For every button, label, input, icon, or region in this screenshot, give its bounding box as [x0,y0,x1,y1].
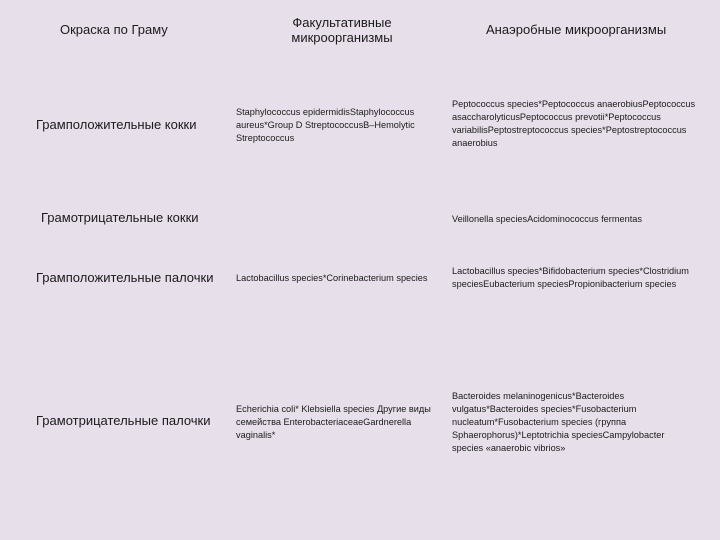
anaerobic-gram-positive-cocci [452,98,718,150]
text-line: Peptococcus species*Peptococcus anaerobiusPeptococcus [452,99,696,109]
anaerobic-gram-negative-rods [452,390,718,455]
row-label-gram-positive-rods: Грамположительные палочки [36,270,214,285]
facultative-gram-negative-rods [236,403,456,442]
header-facultative [280,15,404,45]
text-line: Echerichia coli* Klebsiella species Другие виды [236,404,431,414]
text-line: species «anaerobic vibrios» [452,443,566,453]
anaerobic-gram-positive-rods [452,265,718,291]
text-line: Veillonella speciesAcidominococcus fermentas [452,214,642,224]
text-line: Streptococcus [236,133,295,143]
header-gram-stain: Окраска по Граму [60,22,168,37]
facultative-gram-positive-rods [236,272,450,285]
row-label-gram-positive-cocci: Грамположительные кокки [36,117,197,132]
text-line: Lactobacillus species*Corinebacterium species [236,273,428,283]
text-line: Lactobacillus species*Bifidobacterium species*Clostridium [452,266,689,276]
text-line: aureus*Group D StreptococcusB–Hemolytic [236,120,415,130]
text-line: variabilisPeptostreptococcus species*Peptostreptococcus [452,125,687,135]
header-anaerobic: Анаэробные микроорганизмы [486,22,667,37]
anaerobic-gram-negative-cocci [452,213,718,226]
row-label-gram-negative-cocci: Грамотрицательные кокки [41,210,199,225]
header-facultative-line1: Факультативные [292,15,392,30]
text-line: nucleatum*Fusobacterium species (группа [452,417,627,427]
text-line: speciesEubacterium speciesPropionibacterium species [452,279,677,289]
facultative-gram-positive-cocci [236,106,450,145]
text-line: vulgatus*Bacteroides species*Fusobacterium [452,404,637,414]
text-line: семейства EnterobacteriaceaeGardnerella [236,417,412,427]
text-line: anaerobius [452,138,498,148]
header-facultative-line2: микроорганизмы [291,30,393,45]
text-line: Staphylococcus epidermidisStaphylococcus [236,107,415,117]
text-line: vaginalis* [236,430,276,440]
text-line: Bacteroides melaninogenicus*Bacteroides [452,391,625,401]
row-label-gram-negative-rods: Грамотрицательные палочки [36,413,211,428]
text-line: Sphaerophorus)*Leptotrichia speciesCampylobacter [452,430,665,440]
text-line: asaccharolyticusPeptococcus prevotii*Peptococcus [452,112,661,122]
